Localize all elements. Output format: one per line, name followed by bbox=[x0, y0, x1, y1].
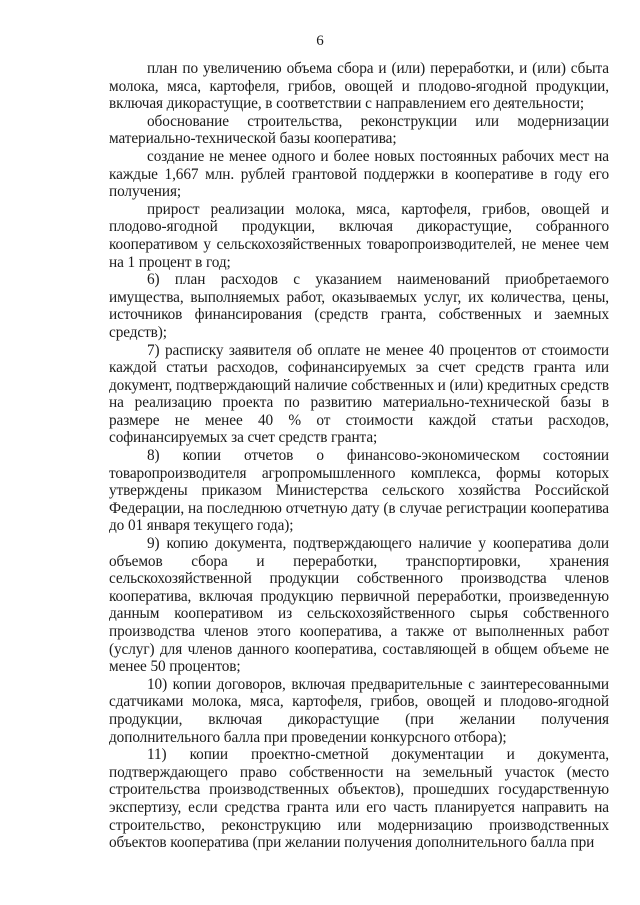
page-number: 6 bbox=[316, 33, 324, 49]
paragraph: 8) копии отчетов о финансово-экономическом состоянии товаропроизводителя агропромышленного комплекса, формы которых утверждены приказом Министерства сельского хозяйства Российской Федерации, на последнюю отчетную дату (в случае регистрации кооператива до 01 января текущего года); bbox=[109, 447, 609, 535]
paragraph: 10) копии договоров, включая предварительные с заинтересованными сдатчиками молока, мяса, картофеля, грибов, овощей и плодово-ягодной продукции, включая дикорастущие (при желании получения дополнительного балла при проведении конкурсного отбора); bbox=[109, 675, 609, 746]
paragraph: 9) копию документа, подтверждающего наличие у кооператива доли объемов сбора и переработки, транспортировки, хранения сельскохозяйственной продукции собственного производства членов кооператива, включая продукцию первичной переработки, произведенную данным кооперативом из сельскохозяйственного сырья собственного производства членов этого кооператива, а также от выполненных работ (услуг) для членов данного кооператива, составляющей в общем объеме не менее 50 процентов; bbox=[109, 535, 609, 676]
paragraph: создание не менее одного и более новых постоянных рабочих мест на каждые 1,667 млн. рублей грантовой поддержки в кооперативе в году его получения; bbox=[109, 147, 609, 201]
paragraph: 11) копии проектно-сметной документации и документа, подтверждающего право собственности на земельный участок (место строительства производственных объектов), прошедших государственную экспертизу, если средства гранта или его часть планируется направить на строительство, реконструкцию или модернизацию производственных объектов кооператива (при желании получения дополнительного балла при bbox=[109, 746, 609, 852]
paragraph: 7) расписку заявителя об оплате не менее 40 процентов от стоимости каждой статьи расходов, софинансируемых за счет средств гранта или документ, подтверждающий наличие собственных и (или) кредитных средств на реализацию проекта по развитию материально-технической базы в размере не менее 40 % от стоимости каждой статьи расходов, софинансируемых за счет средств гранта; bbox=[109, 341, 609, 447]
paragraph: обоснование строительства, реконструкции или модернизации материально-технической базы кооператива; bbox=[109, 112, 609, 148]
paragraph: прирост реализации молока, мяса, картофеля, грибов, овощей и плодово-ягодной продукции, включая дикорастущие, собранного кооперативом у сельскохозяйственных товаропроизводителей, не менее чем на 1 процент в год; bbox=[109, 200, 609, 271]
paragraph: 6) план расходов с указанием наименований приобретаемого имущества, выполняемых работ, оказываемых услуг, их количества, цены, источников финансирования (средств гранта, собственных и заемных средств); bbox=[109, 271, 609, 341]
document-body bbox=[109, 60, 609, 852]
paragraph: план по увеличению объема сбора и (или) переработки, и (или) сбыта молока, мяса, картофеля, грибов, овощей и плодово-ягодной продукции, включая дикорастущие, в соответствии с направлением его деятельности; bbox=[109, 60, 609, 113]
